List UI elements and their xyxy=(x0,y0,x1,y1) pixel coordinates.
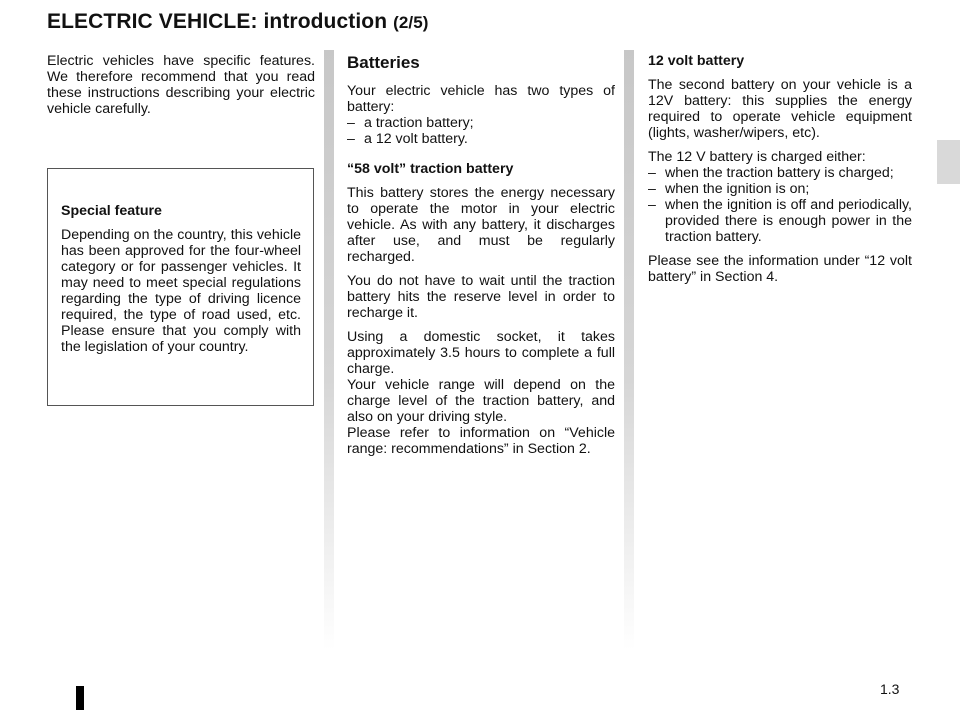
list-item xyxy=(648,197,912,245)
traction-battery-p2: You do not have to wait until the traction battery hits the reserve level in order to recharge it. xyxy=(347,273,615,321)
batteries-intro: Your electric vehicle has two types of battery: xyxy=(347,83,615,115)
column-divider-left xyxy=(324,50,334,650)
dash-icon: – xyxy=(648,181,656,197)
intro-text: Electric vehicles have specific features. We therefore recommend that you read these instructions describing your electric vehicle carefully. xyxy=(47,53,315,117)
traction-battery-p4: Your vehicle range will depend on the charge level of the traction battery, and also on your driving style. xyxy=(347,377,615,425)
special-feature-text: Depending on the country, this vehicle has been approved for the four-wheel category or for passenger vehicles. It may need to meet special regulations regarding the type of driving licence required, the type of road used, etc. Please ensure that you comply with the legislation of your country. xyxy=(61,227,301,355)
dash-icon: – xyxy=(648,165,656,181)
battery-12v-see-also: Please see the information under “12 volt battery” in Section 4. xyxy=(648,253,912,285)
batteries-column xyxy=(347,53,615,457)
column-divider-right xyxy=(624,50,634,650)
corner-mark xyxy=(76,686,84,710)
traction-battery-p3: Using a domestic socket, it takes approximately 3.5 hours to complete a full charge. xyxy=(347,329,615,377)
list-item xyxy=(347,131,615,147)
list-item xyxy=(347,115,615,131)
intro-column xyxy=(47,53,315,117)
charge-condition-1: when the traction battery is charged; xyxy=(665,165,894,181)
page-number: 1.3 xyxy=(880,681,900,697)
traction-battery-heading: “58 volt” traction battery xyxy=(347,161,514,177)
title-text: ELECTRIC VEHICLE: introduction xyxy=(47,10,388,33)
battery-12v-charged-intro: The 12 V battery is charged either: xyxy=(648,149,866,165)
battery-12v-p1: The second battery on your vehicle is a 12V battery: this supplies the energy required to operate vehicle equipment (lights, washer/wipers, etc). xyxy=(648,77,912,141)
charge-condition-3: when the ignition is off and periodically, provided there is enough power in the traction battery. xyxy=(665,197,912,245)
dash-icon: – xyxy=(347,115,355,131)
batteries-heading: Batteries xyxy=(347,53,420,72)
dash-icon: – xyxy=(347,131,355,147)
title-part: (2/5) xyxy=(393,13,429,32)
traction-battery-p5: Please refer to information on “Vehicle range: recommendations” in Section 2. xyxy=(347,425,615,457)
list-item xyxy=(648,165,912,181)
battery-type-traction: a traction battery; xyxy=(364,115,474,131)
special-feature-box xyxy=(47,168,314,406)
special-feature-heading: Special feature xyxy=(61,203,162,219)
section-tab-marker xyxy=(937,140,960,184)
charge-condition-2: when the ignition is on; xyxy=(665,181,810,197)
traction-battery-p1: This battery stores the energy necessary to operate the motor in your electric vehicle. As with any battery, it discharges after use, and must be regularly recharged. xyxy=(347,185,615,265)
page-title xyxy=(47,10,429,34)
list-item xyxy=(648,181,912,197)
dash-icon: – xyxy=(648,197,656,213)
battery-12v-heading: 12 volt battery xyxy=(648,53,745,69)
battery-12v-column xyxy=(648,53,912,285)
battery-type-12v: a 12 volt battery. xyxy=(364,131,468,147)
